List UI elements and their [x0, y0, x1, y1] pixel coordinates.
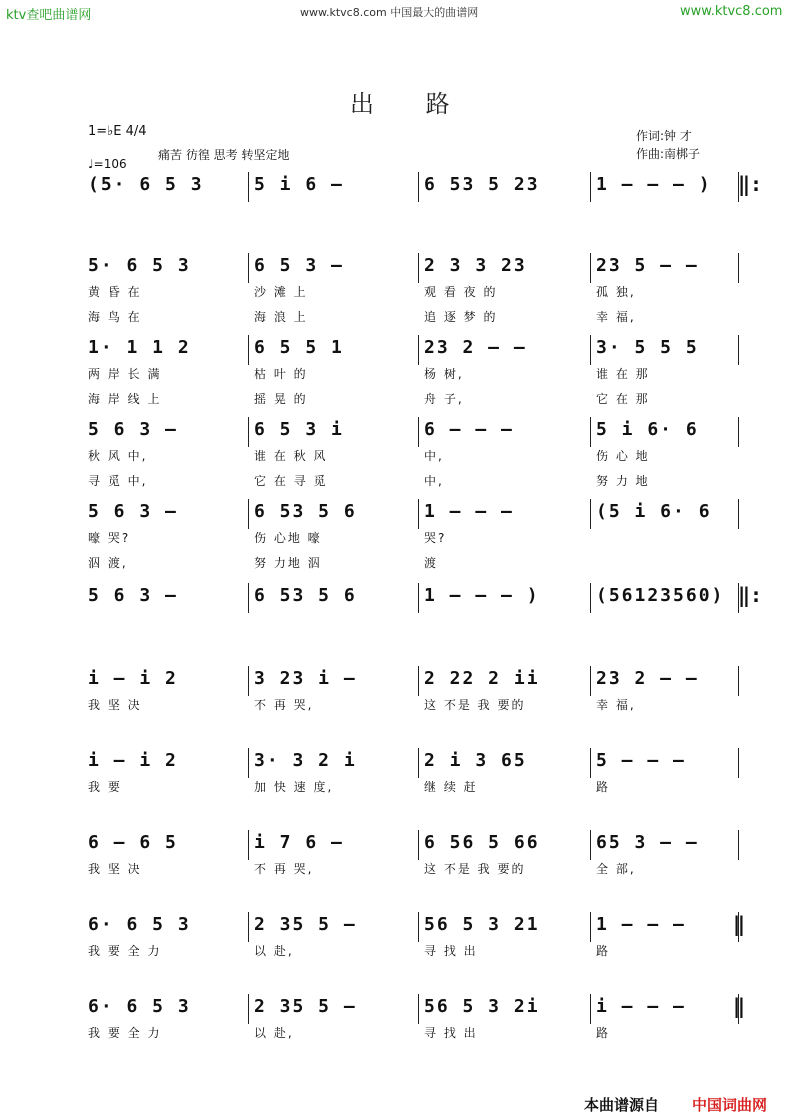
lyric-verse-2: 海 鸟 在	[88, 310, 142, 324]
bar-line	[590, 830, 591, 860]
bar-line	[248, 748, 249, 778]
bar-line	[590, 994, 591, 1024]
lyric-verse-2: 海 岸 线 上	[88, 392, 162, 406]
lyric-verse-1: 我 要 全 力	[88, 944, 162, 958]
lyric-verse-1: 谁 在 那	[596, 367, 650, 381]
lyric-verse-2: 努 力地 泅	[254, 556, 322, 570]
bar-line	[590, 666, 591, 696]
lyric-verse-1: 我 坚 决	[88, 862, 142, 876]
lyric-verse-1: 以 赴,	[254, 944, 294, 958]
footer-source: 本曲谱源自	[584, 1096, 660, 1114]
measure-notes: 5· 6 5 3	[88, 255, 191, 276]
measure-notes: 5 6 3 –	[88, 501, 178, 522]
end-barline: ‖	[733, 912, 746, 936]
bar-line	[418, 335, 419, 365]
bar-line	[418, 253, 419, 283]
bar-line	[418, 172, 419, 202]
composer-credit: 作曲:南梆子	[636, 147, 701, 161]
lyric-verse-1: 观 看 夜 的	[424, 285, 498, 299]
measure-notes: 6 53 5 6	[254, 501, 357, 522]
measure-notes: 2 i 3 65	[424, 750, 527, 771]
song-title: 出 路	[350, 90, 472, 118]
lyric-verse-1: 以 赴,	[254, 1026, 294, 1040]
lyric-verse-1: 中,	[424, 449, 444, 463]
measure-notes: i – – –	[596, 996, 686, 1017]
bar-line	[738, 499, 739, 529]
bar-line	[590, 583, 591, 613]
bar-line	[590, 172, 591, 202]
bar-line	[738, 830, 739, 860]
lyric-verse-1: 沙 滩 上	[254, 285, 308, 299]
lyric-verse-2: 追 逐 梦 的	[424, 310, 498, 324]
bar-line	[738, 748, 739, 778]
lyric-verse-2: 中,	[424, 474, 444, 488]
measure-notes: 2 22 2 ii	[424, 668, 540, 689]
lyric-verse-1: 路	[596, 944, 611, 958]
bar-line	[248, 912, 249, 942]
measure-notes: 65 3 – –	[596, 832, 699, 853]
measure-notes: 2 35 5 –	[254, 914, 357, 935]
bar-line	[248, 172, 249, 202]
measure-notes: 6· 6 5 3	[88, 914, 191, 935]
site-url-right[interactable]: www.ktvc8.com	[680, 4, 783, 19]
measure-notes: 2 3 3 23	[424, 255, 527, 276]
site-logo-left[interactable]: ktv查吧曲谱网	[6, 8, 92, 23]
lyric-verse-1: 我 坚 决	[88, 698, 142, 712]
bar-line	[418, 499, 419, 529]
lyric-verse-1: 黄 昏 在	[88, 285, 142, 299]
footer-brand[interactable]: 中国词曲网	[692, 1096, 768, 1114]
bar-line	[590, 912, 591, 942]
measure-notes: (56123560)	[596, 585, 725, 606]
measure-notes: (5· 6 5 3	[88, 174, 204, 195]
bar-line	[418, 583, 419, 613]
bar-line	[738, 666, 739, 696]
measure-notes: 56 5 3 2i	[424, 996, 540, 1017]
lyric-verse-1: 伤 心地 嚎	[254, 531, 322, 545]
measure-notes: 5 6 3 –	[88, 419, 178, 440]
measure-notes: i – i 2	[88, 750, 178, 771]
bar-line	[418, 912, 419, 942]
measure-notes: 6 – – –	[424, 419, 514, 440]
bar-line	[248, 499, 249, 529]
bar-line	[418, 830, 419, 860]
bar-line	[248, 583, 249, 613]
measure-notes: 3· 3 2 i	[254, 750, 357, 771]
measure-notes: 6 5 3 i	[254, 419, 344, 440]
site-tagline: www.ktvc8.com 中国最大的曲谱网	[300, 6, 479, 19]
lyric-verse-2: 摇 晃 的	[254, 392, 308, 406]
lyric-verse-1: 哭?	[424, 531, 447, 545]
lyric-verse-1: 加 快 速 度,	[254, 780, 334, 794]
lyric-verse-1: 这 不是 我 要的	[424, 698, 526, 712]
measure-notes: 23 5 – –	[596, 255, 699, 276]
measure-notes: i 7 6 –	[254, 832, 344, 853]
bar-line	[418, 666, 419, 696]
measure-notes: 3· 5 5 5	[596, 337, 699, 358]
lyric-verse-1: 继 续 赶	[424, 780, 478, 794]
repeat-sign: ‖:	[738, 172, 763, 196]
lyric-verse-1: 嚎 哭?	[88, 531, 131, 545]
measure-notes: 6· 6 5 3	[88, 996, 191, 1017]
bar-line	[590, 253, 591, 283]
lyric-verse-1: 这 不是 我 要的	[424, 862, 526, 876]
measure-notes: 1 – – – )	[424, 585, 540, 606]
lyric-verse-1: 幸 福,	[596, 698, 636, 712]
lyric-verse-2: 它 在 那	[596, 392, 650, 406]
measure-notes: 6 5 5 1	[254, 337, 344, 358]
bar-line	[248, 335, 249, 365]
bar-line	[590, 417, 591, 447]
lyric-verse-1: 寻 找 出	[424, 1026, 478, 1040]
lyric-verse-1: 我 要	[88, 780, 122, 794]
measure-notes: 5 i 6 –	[254, 174, 344, 195]
lyric-verse-1: 不 再 哭,	[254, 862, 314, 876]
lyric-verse-2: 泅 渡,	[88, 556, 128, 570]
lyric-verse-2: 舟 子,	[424, 392, 464, 406]
lyric-verse-1: 路	[596, 780, 611, 794]
lyric-verse-2: 努 力 地	[596, 474, 650, 488]
measure-notes: 23 2 – –	[596, 668, 699, 689]
measure-notes: 23 2 – –	[424, 337, 527, 358]
repeat-sign: ‖:	[738, 583, 763, 607]
measure-notes: i – i 2	[88, 668, 178, 689]
lyric-verse-1: 全 部,	[596, 862, 636, 876]
measure-notes: 5 – – –	[596, 750, 686, 771]
measure-notes: 6 53 5 23	[424, 174, 540, 195]
bar-line	[590, 335, 591, 365]
measure-notes: 1 – – –	[596, 914, 686, 935]
lyric-verse-1: 伤 心 地	[596, 449, 650, 463]
measure-notes: (5 i 6· 6	[596, 501, 712, 522]
lyric-verse-1: 孤 独,	[596, 285, 636, 299]
lyric-verse-2: 它 在 寻 觅	[254, 474, 328, 488]
lyric-verse-1: 路	[596, 1026, 611, 1040]
measure-notes: 1 – – –	[424, 501, 514, 522]
bar-line	[738, 335, 739, 365]
bar-line	[418, 994, 419, 1024]
measure-notes: 3 23 i –	[254, 668, 357, 689]
bar-line	[248, 830, 249, 860]
measure-notes: 6 53 5 6	[254, 585, 357, 606]
lyric-verse-2: 幸 福,	[596, 310, 636, 324]
measure-notes: 6 56 5 66	[424, 832, 540, 853]
lyric-verse-1: 枯 叶 的	[254, 367, 308, 381]
bar-line	[418, 417, 419, 447]
lyric-verse-1: 寻 找 出	[424, 944, 478, 958]
tempo-marking: ♩=106	[88, 157, 127, 171]
lyric-verse-2: 海 浪 上	[254, 310, 308, 324]
key-signature: 1=♭E 4/4	[88, 124, 147, 139]
lyricist-credit: 作词:钟 才	[636, 129, 692, 143]
bar-line	[590, 499, 591, 529]
measure-notes: 5 i 6· 6	[596, 419, 699, 440]
end-barline: ‖	[733, 994, 746, 1018]
measure-notes: 56 5 3 21	[424, 914, 540, 935]
lyric-verse-1: 我 要 全 力	[88, 1026, 162, 1040]
bar-line	[418, 748, 419, 778]
bar-line	[590, 748, 591, 778]
lyric-verse-1: 杨 树,	[424, 367, 464, 381]
bar-line	[738, 253, 739, 283]
expression-marking: 痛苦 彷徨 思考 转坚定地	[158, 148, 290, 162]
measure-notes: 6 – 6 5	[88, 832, 178, 853]
measure-notes: 1· 1 1 2	[88, 337, 191, 358]
lyric-verse-1: 秋 风 中,	[88, 449, 148, 463]
bar-line	[248, 994, 249, 1024]
bar-line	[738, 417, 739, 447]
bar-line	[248, 666, 249, 696]
lyric-verse-1: 两 岸 长 满	[88, 367, 162, 381]
measure-notes: 6 5 3 –	[254, 255, 344, 276]
lyric-verse-2: 渡	[424, 556, 439, 570]
measure-notes: 5 6 3 –	[88, 585, 178, 606]
bar-line	[248, 253, 249, 283]
measure-notes: 1 – – – )	[596, 174, 712, 195]
measure-notes: 2 35 5 –	[254, 996, 357, 1017]
bar-line	[248, 417, 249, 447]
lyric-verse-1: 不 再 哭,	[254, 698, 314, 712]
lyric-verse-1: 谁 在 秋 风	[254, 449, 328, 463]
lyric-verse-2: 寻 觅 中,	[88, 474, 148, 488]
